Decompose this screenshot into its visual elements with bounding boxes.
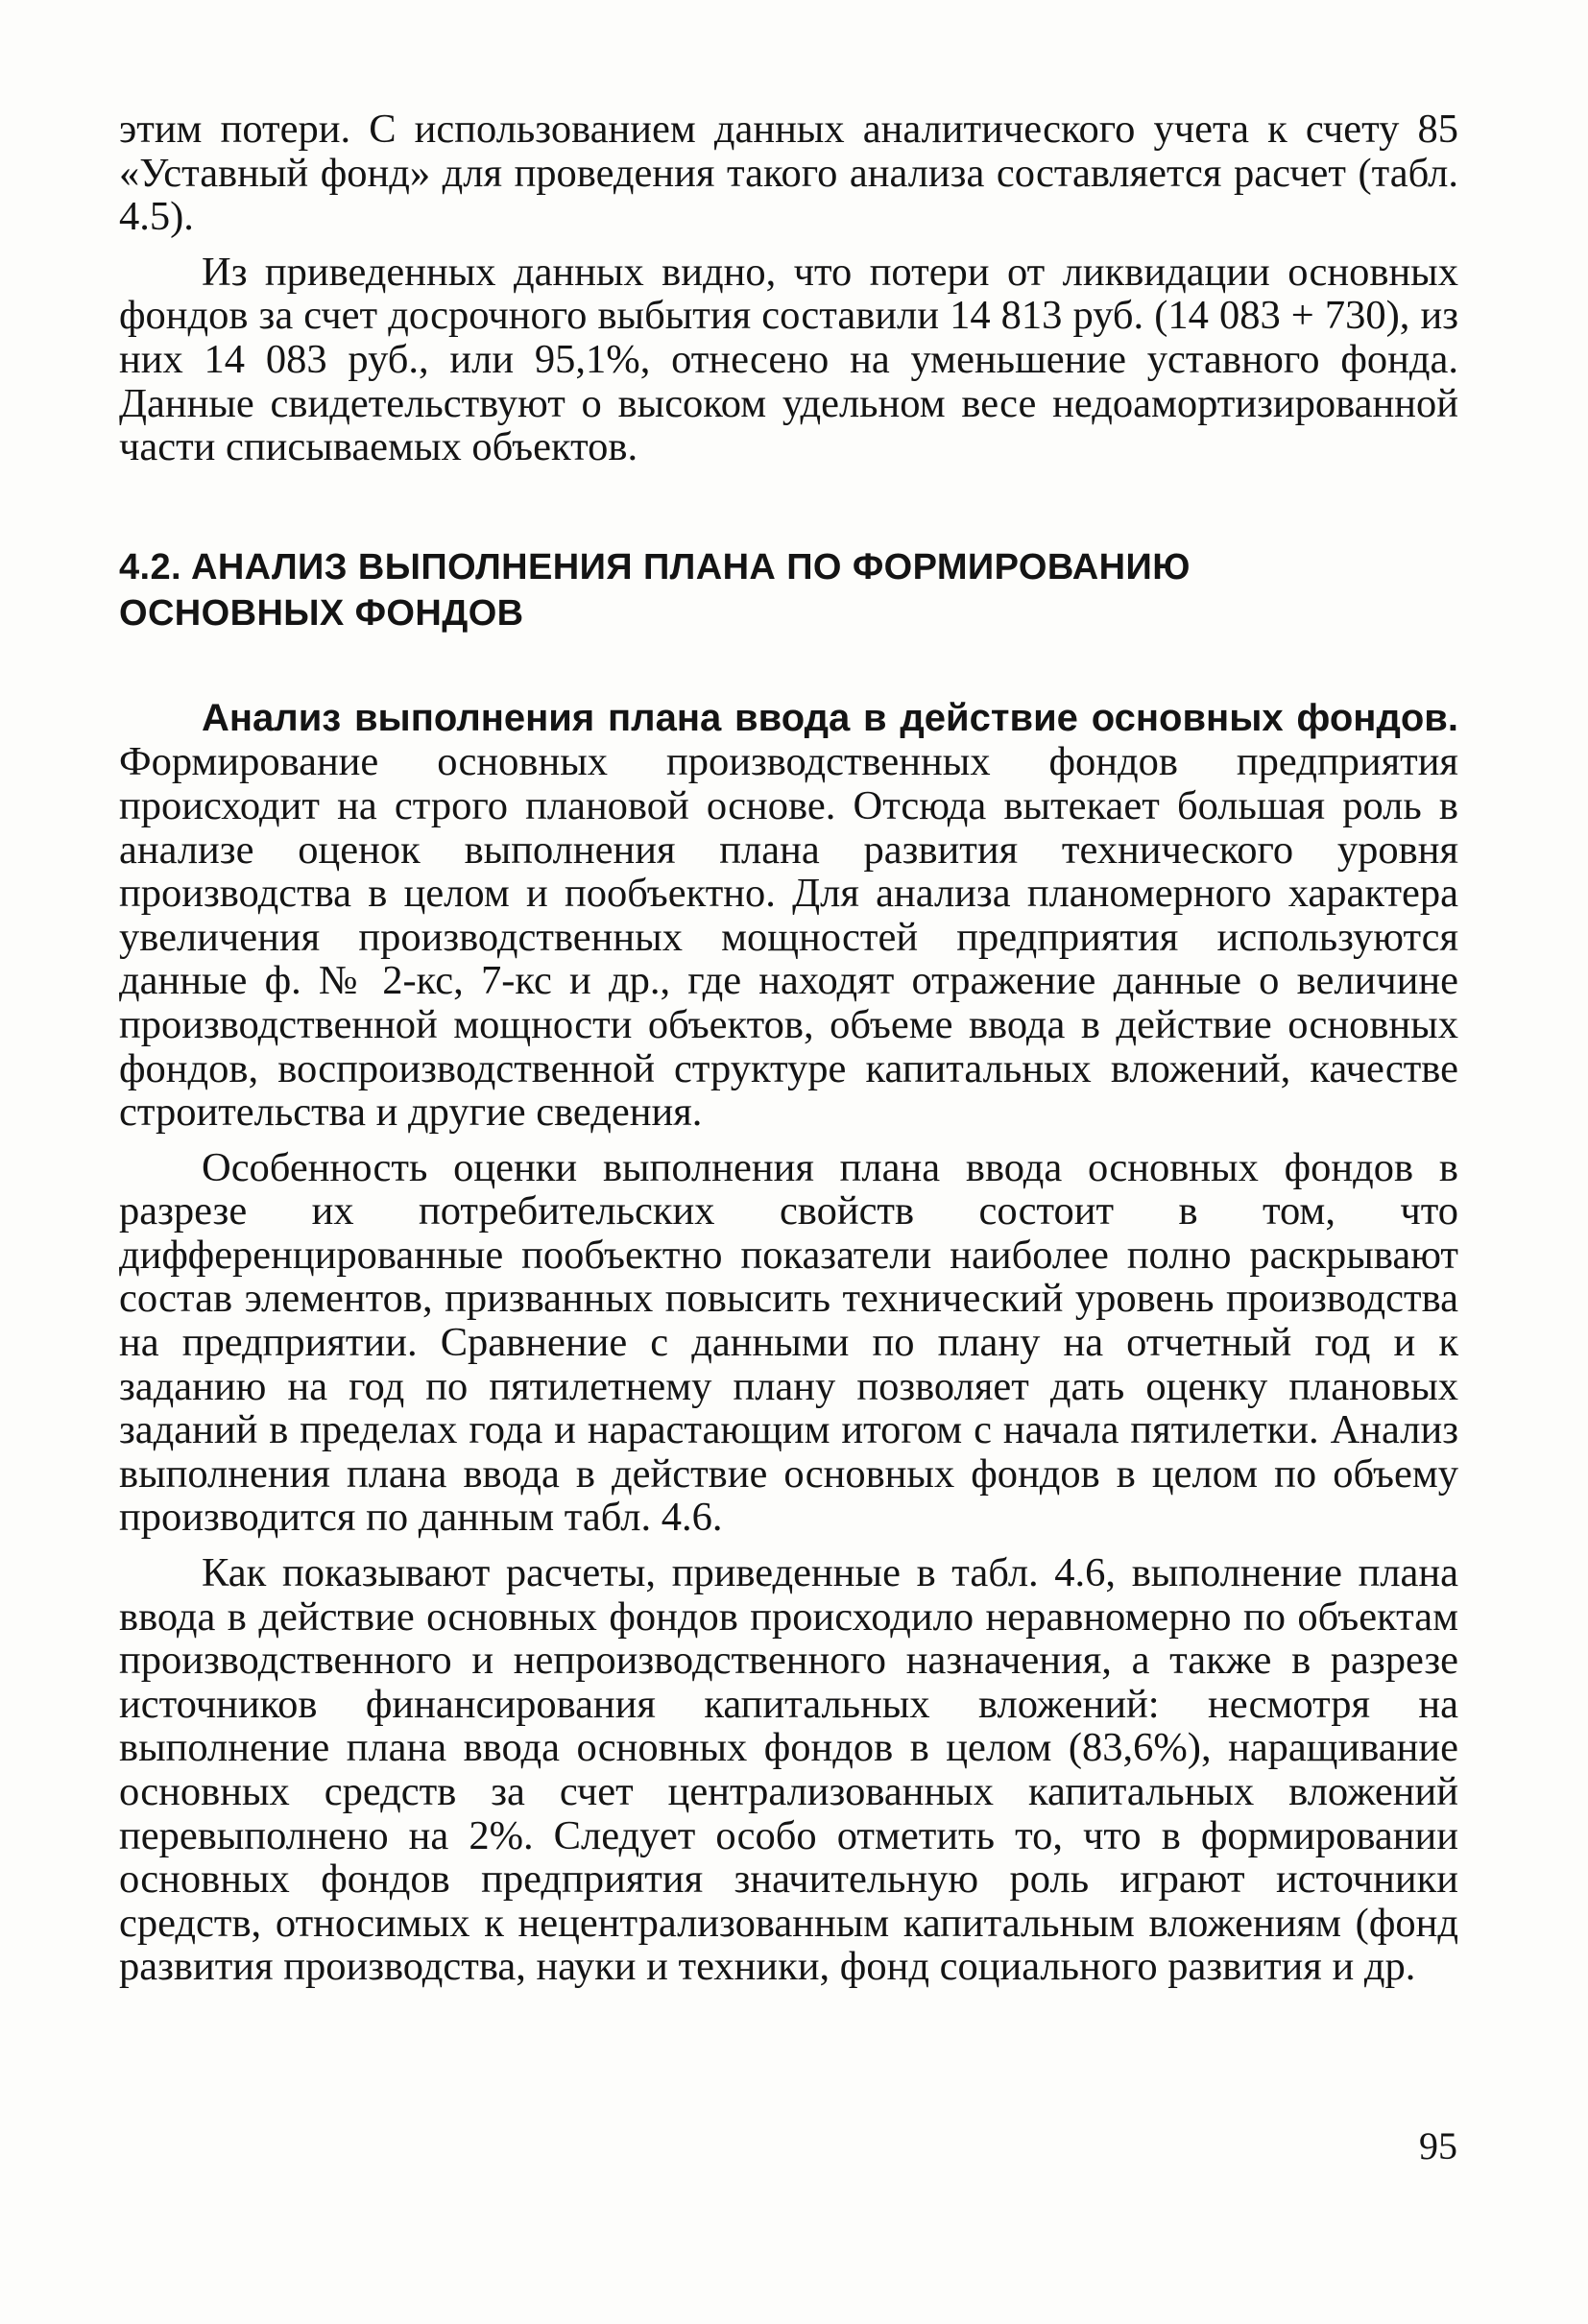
paragraph-calculations: Как показывают расчеты, приведенные в табл. 4.6, выполнение плана ввода в действие основных фондов происходило неравномерно по объектам производственного и непроизводственного назначения, а также в разрезе источников финансирования капитальных вложений: несмотря на выполнение плана ввода основных фондов в целом (83,6%), наращивание основных средств за счет централизованных капитальных вложений перевыполнено на 2%. Следует особо отметить то, что в формировании основных фондов предприятия значительную роль играют источники средств, относимых к нецентрализованным капитальным вложениям (фонд развития производства, науки и техники, фонд социального развития и др. [119,1550,1458,1990]
section-number: 4.2. [119,546,181,587]
section-title-line2: ОСНОВНЫХ ФОНДОВ [119,592,524,634]
section-heading [119,544,1458,636]
page-number: 95 [1419,2124,1457,2168]
paragraph-continuation: этим потери. С использованием данных аналитического учета к счету 85 «Уставный фонд» для проведения такого анализа составляется расчет (табл. 4.5). [119,107,1458,240]
paragraph-subsection-intro [119,696,1458,1135]
text-column [119,108,1458,1989]
paragraph-feature-assessment: Особенность оценки выполнения плана ввода основных фондов в разрезе их потребительских свойств состоит в том, что дифференцированные пообъектно показатели наиболее полно раскрывают состав элементов, призванных повысить технический уровень производства на предприятии. Сравнение с данными по плану на отчетный год и к заданию на год по пятилетнему плану позволяет дать оценку плановых заданий в пределах года и нарастающим итогом с начала пятилетки. Анализ выполнения плана ввода в действие основных фондов в целом по объему производится по данным табл. 4.6. [119,1144,1458,1541]
paragraph-losses: Из приведенных данных видно, что потери от ликвидации основных фондов за счет досрочного выбытия составили 14 813 руб. (14 083 + 730), из них 14 083 руб., или 95,1%, отнесено на уменьшение уставного фонда. Данные свидетельствуют о высоком удельном весе недоамортизированной части списываемых объектов. [119,249,1458,470]
subsection-run-in-title: Анализ выполнения плана ввода в действие основных фондов. [202,696,1458,739]
subsection-first-paragraph-text: Формирование основных производственных фондов предприятия происходит на строго плановой основе. Отсюда вытекает большая роль в анализе оценок выполнения плана развития технического уровня производства в целом и пообъектно. Для анализа планомерного характера увеличения производственных мощностей предприятия используются данные ф. № 2-кс, 7-кс и др., где находят отражение данные о величине производственной мощности объектов, объеме ввода в действие основных фондов, воспроизводственной структуре капитальных вложений, качестве строительства и другие сведения. [119,739,1458,1136]
section-title-line1: АНАЛИЗ ВЫПОЛНЕНИЯ ПЛАНА ПО ФОРМИРОВАНИЮ [190,546,1191,587]
